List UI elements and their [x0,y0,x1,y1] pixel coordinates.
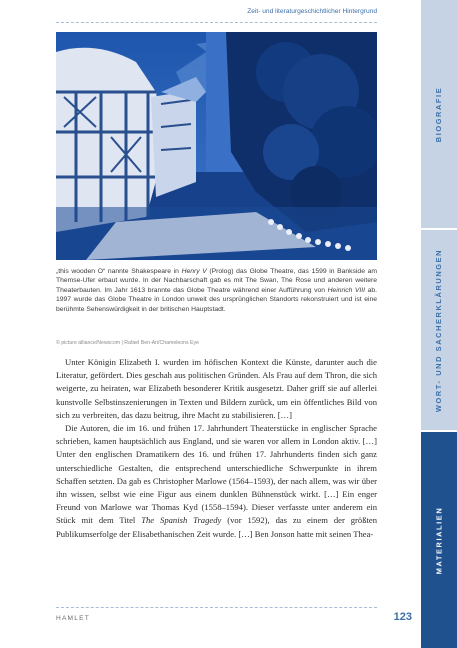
tab-label: MATERIALIEN [434,506,444,574]
text-run: „this wooden O“ nannte Shakespeare in [56,268,182,275]
image-caption [56,267,377,314]
caption-text [56,267,377,314]
article-body [56,356,377,541]
footer-divider [56,607,377,608]
tab-biografie[interactable] [421,0,457,228]
globe-theatre-illustration [56,32,377,260]
tab-label: BIOGRAFIE [434,86,444,142]
text-run: Unter Königin Elizabeth I. wurden im höfischen Kontext die Künste, darunter auch die Literatur, gefördert. Dies geschah aus politischen Gründen. Als Frau auf dem Thron, die sich weigerte, zu heiraten, war Elizabeth besonderer Kritik ausgesetzt. Daher griff sie auf allerlei kunstvolle Selbstinszenierungen in Texten und Bildern zurück, um ein öffentliches Bild von sich zu verbreiten, das dazu beitrug, ihre Macht zu stabilisieren. […] [56,357,377,420]
tab-materialien[interactable] [421,432,457,648]
tab-wort-und-sacherklaerungen[interactable] [421,230,457,430]
text-run: (vor 1592), das zu einem der größten Publikumserfolge der Elisabethanischen Zeit wurde. […] Ben Jonson hatte mit seinen Thea- [56,515,377,539]
paragraph [56,422,377,541]
italic-title: Heinrich VIII [327,286,366,294]
globe-theatre-photo [56,32,377,260]
italic-title: Henry V [181,268,207,275]
image-credit: © picture alliance/Newscom | Rafael Ben-Ari/Chameleons Eye [56,340,199,346]
page-number: 123 [393,611,412,623]
header-divider [56,22,377,23]
text-run: ab. 1997 wurde das Globe Theatre in London unweit des ursprünglichen Standorts rekonstruiert und ist eine berühmte Sehenswürdigkeit in der britischen Hauptstadt. [56,286,377,313]
text-run: Die Autoren, die im 16. und frühen 17. Jahrhundert Theaterstücke in englischer Sprache schrieben, kamen hauptsächlich aus England, und sie waren vor allem in London aktiv. […] Unter den englischen Dramatikern des 16. und frühen 17. Jahrhunderts finden sich ganz unterschiedliche Gestalten, die entsprechend unterschiedliche Schwerpunkte in ihrem Schaffen setzten. Da gab es Christopher Marlowe (1564–1593), der nach allem, was wir über ihn wissen, selbst wie eine Figur aus einem dunklen Bühnenstück wirkt. […] Ein enger Freund von Marlowe war Thomas Kyd (1558–1594). Dieser verfasste unter anderem ein Stück mit dem Titel [56,423,377,526]
italic-title: The Spanish Tragedy [141,515,222,526]
paragraph [56,356,377,422]
running-header: Zeit- und literaturgeschichtlicher Hintergrund [247,8,377,15]
book-title: HAMLET [56,615,90,622]
text-run: (Prolog) das Globe Theatre, das 1599 in Bankside am Themse-Ufer erbaut wurde. In der Nachbarschaft gab es mit The Swan, The Rose und anderen weitere Theaterbauten. Im Jahr 1613 brannte das Globe Theatre während einer Aufführung von [56,268,377,294]
tab-label: WORT- UND SACHERKLÄRUNGEN [434,248,444,412]
